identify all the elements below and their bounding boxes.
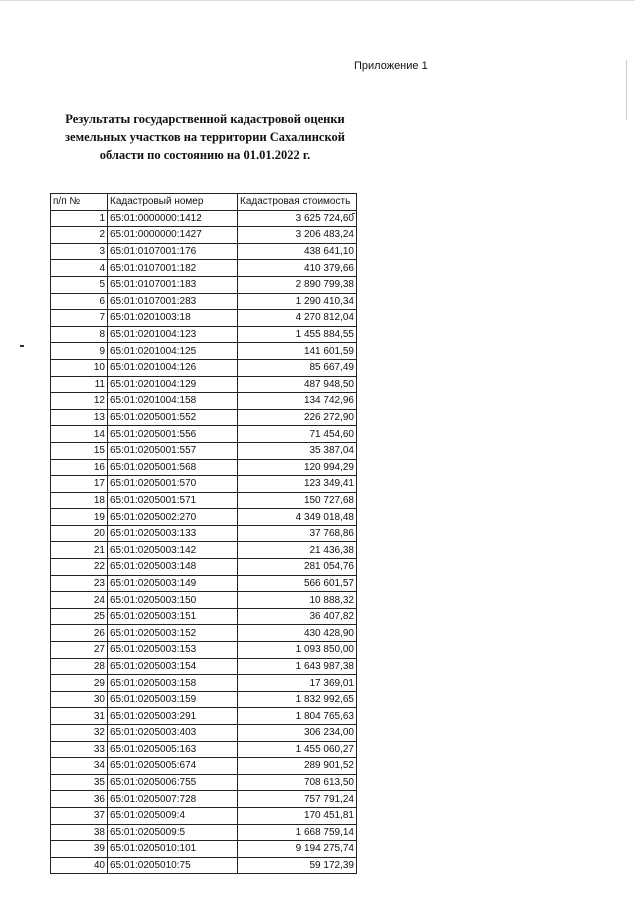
cadastral-value: 3 625 724,60 [238, 210, 357, 227]
document-title: Результаты государственной кадастровой оценки земельных участков на территории Сахалинской области по состоянию на 01.01.2022 г. [65, 112, 345, 162]
row-number: 25 [51, 608, 108, 625]
cadastral-value: 150 727,68 [238, 492, 357, 509]
table-row [51, 758, 357, 775]
row-number: 23 [51, 575, 108, 592]
table-row [51, 227, 357, 244]
table-row [51, 210, 357, 227]
cadastral-number: 65:01:0205003:291 [108, 708, 238, 725]
row-number: 26 [51, 625, 108, 642]
table-row [51, 393, 357, 410]
cadastral-number: 65:01:0201004:123 [108, 326, 238, 343]
cadastral-value: 2 890 799,38 [238, 276, 357, 293]
cadastral-value: 59 172,39 [238, 857, 357, 874]
table-row [51, 642, 357, 659]
cadastral-value: 438 641,10 [238, 243, 357, 260]
cadastral-value: 487 948,50 [238, 376, 357, 393]
cadastral-number: 65:01:0205003:158 [108, 675, 238, 692]
cadastral-number: 65:01:0201003:18 [108, 310, 238, 327]
cadastral-number: 65:01:0205003:142 [108, 542, 238, 559]
cadastral-value: 306 234,00 [238, 725, 357, 742]
cadastral-number: 65:01:0205001:557 [108, 442, 238, 459]
table-row [51, 725, 357, 742]
cadastral-number: 65:01:0205003:159 [108, 691, 238, 708]
cadastral-number: 65:01:0205001:570 [108, 476, 238, 493]
table-row [51, 442, 357, 459]
table-row [51, 376, 357, 393]
table-row [51, 476, 357, 493]
cadastral-value: 123 349,41 [238, 476, 357, 493]
cadastral-number: 65:01:0107001:283 [108, 293, 238, 310]
row-number: 28 [51, 658, 108, 675]
cadastral-number: 65:01:0205007:728 [108, 791, 238, 808]
column-header-cadastral-value: Кадастровая стоимость [238, 194, 357, 211]
column-header-number: п/п № [51, 194, 108, 211]
cadastral-value: 226 272,90 [238, 409, 357, 426]
cadastral-number: 65:01:0201004:158 [108, 393, 238, 410]
cadastral-number: 65:01:0205005:163 [108, 741, 238, 758]
row-number: 33 [51, 741, 108, 758]
cadastral-number: 65:01:0205009:5 [108, 824, 238, 841]
row-number: 38 [51, 824, 108, 841]
row-number: 15 [51, 442, 108, 459]
row-number: 8 [51, 326, 108, 343]
cadastral-value: 134 742,96 [238, 393, 357, 410]
table-row [51, 525, 357, 542]
cadastral-number: 65:01:0205006:755 [108, 774, 238, 791]
appendix-label: Приложение 1 [354, 60, 428, 72]
cadastral-number: 65:01:0205003:154 [108, 658, 238, 675]
cadastral-value: 21 436,38 [238, 542, 357, 559]
table-row [51, 276, 357, 293]
row-number: 14 [51, 426, 108, 443]
cadastral-value: 4 270 812,04 [238, 310, 357, 327]
row-number: 3 [51, 243, 108, 260]
table-row [51, 326, 357, 343]
row-number: 19 [51, 509, 108, 526]
table-row [51, 426, 357, 443]
scan-speck [20, 345, 24, 347]
table-row [51, 625, 357, 642]
row-number: 18 [51, 492, 108, 509]
cadastral-number: 65:01:0205010:101 [108, 841, 238, 858]
cadastral-value: 1 668 759,14 [238, 824, 357, 841]
cadastral-number: 65:01:0205010:75 [108, 857, 238, 874]
cadastral-value: 430 428,90 [238, 625, 357, 642]
cadastral-number: 65:01:0000000:1427 [108, 227, 238, 244]
cadastral-number: 65:01:0107001:176 [108, 243, 238, 260]
cadastral-value: 3 206 483,24 [238, 227, 357, 244]
table-row [51, 359, 357, 376]
table-row [51, 243, 357, 260]
table-row [51, 658, 357, 675]
row-number: 27 [51, 642, 108, 659]
table-row [51, 293, 357, 310]
scan-top-edge [0, 0, 635, 1]
row-number: 31 [51, 708, 108, 725]
table-row [51, 592, 357, 609]
table-row [51, 741, 357, 758]
table-row [51, 791, 357, 808]
row-number: 6 [51, 293, 108, 310]
table-row [51, 492, 357, 509]
cadastral-value: 170 451,81 [238, 807, 357, 824]
table-row [51, 807, 357, 824]
table-row [51, 409, 357, 426]
table-row [51, 260, 357, 277]
cadastral-value: 35 387,04 [238, 442, 357, 459]
row-number: 20 [51, 525, 108, 542]
table-row [51, 857, 357, 874]
cadastral-value: 1 093 850,00 [238, 642, 357, 659]
cadastral-value: 1 832 992,65 [238, 691, 357, 708]
cadastral-number: 65:01:0205001:568 [108, 459, 238, 476]
cadastral-number: 65:01:0205002:270 [108, 509, 238, 526]
table-row [51, 509, 357, 526]
cadastral-number: 65:01:0205001:571 [108, 492, 238, 509]
row-number: 29 [51, 675, 108, 692]
table-header-row [51, 194, 357, 211]
cadastral-number: 65:01:0205005:674 [108, 758, 238, 775]
row-number: 24 [51, 592, 108, 609]
table-row [51, 310, 357, 327]
cadastral-number: 65:01:0205003:150 [108, 592, 238, 609]
cadastral-value: 566 601,57 [238, 575, 357, 592]
row-number: 39 [51, 841, 108, 858]
row-number: 10 [51, 359, 108, 376]
cadastral-number: 65:01:0205003:403 [108, 725, 238, 742]
cadastral-number: 65:01:0205003:148 [108, 559, 238, 576]
table-row [51, 708, 357, 725]
cadastral-value: 9 194 275,74 [238, 841, 357, 858]
cadastral-value: 708 613,50 [238, 774, 357, 791]
table-row [51, 559, 357, 576]
cadastral-number: 65:01:0201004:129 [108, 376, 238, 393]
cadastral-value: 141 601,59 [238, 343, 357, 360]
cadastral-value: 71 454,60 [238, 426, 357, 443]
row-number: 5 [51, 276, 108, 293]
row-number: 2 [51, 227, 108, 244]
table-row [51, 542, 357, 559]
row-number: 16 [51, 459, 108, 476]
cadastral-value: 1 455 060,27 [238, 741, 357, 758]
table-body [51, 210, 357, 874]
cadastral-value: 37 768,86 [238, 525, 357, 542]
cadastral-number: 65:01:0000000:1412 [108, 210, 238, 227]
row-number: 40 [51, 857, 108, 874]
cadastral-value: 120 994,29 [238, 459, 357, 476]
row-number: 17 [51, 476, 108, 493]
row-number: 13 [51, 409, 108, 426]
table-row [51, 608, 357, 625]
row-number: 1 [51, 210, 108, 227]
row-number: 9 [51, 343, 108, 360]
table-row [51, 575, 357, 592]
row-number: 35 [51, 774, 108, 791]
cadastral-value: 1 455 884,55 [238, 326, 357, 343]
table-row [51, 343, 357, 360]
cadastral-number: 65:01:0205001:556 [108, 426, 238, 443]
row-number: 21 [51, 542, 108, 559]
cadastral-value: 1 804 765,63 [238, 708, 357, 725]
cadastral-value: 1 643 987,38 [238, 658, 357, 675]
cadastral-table [50, 193, 357, 874]
table-row [51, 774, 357, 791]
row-number: 22 [51, 559, 108, 576]
row-number: 12 [51, 393, 108, 410]
cadastral-number: 65:01:0205003:149 [108, 575, 238, 592]
table-row [51, 459, 357, 476]
row-number: 34 [51, 758, 108, 775]
table-row [51, 824, 357, 841]
cadastral-value: 17 369,01 [238, 675, 357, 692]
cadastral-number: 65:01:0205003:133 [108, 525, 238, 542]
column-header-cadastral-number: Кадастровый номер [108, 194, 238, 211]
row-number: 32 [51, 725, 108, 742]
row-number: 4 [51, 260, 108, 277]
row-number: 36 [51, 791, 108, 808]
row-number: 37 [51, 807, 108, 824]
cadastral-value: 85 667,49 [238, 359, 357, 376]
cadastral-value: 10 888,32 [238, 592, 357, 609]
cadastral-value: 757 791,24 [238, 791, 357, 808]
cadastral-number: 65:01:0201004:126 [108, 359, 238, 376]
table-row [51, 675, 357, 692]
row-number: 11 [51, 376, 108, 393]
scan-edge-mark [626, 60, 627, 120]
cadastral-number: 65:01:0205001:552 [108, 409, 238, 426]
cadastral-number: 65:01:0205003:153 [108, 642, 238, 659]
row-number: 7 [51, 310, 108, 327]
cadastral-number: 65:01:0201004:125 [108, 343, 238, 360]
cadastral-value: 410 379,66 [238, 260, 357, 277]
cadastral-value: 1 290 410,34 [238, 293, 357, 310]
cadastral-number: 65:01:0205009:4 [108, 807, 238, 824]
row-number: 30 [51, 691, 108, 708]
cadastral-number: 65:01:0205003:151 [108, 608, 238, 625]
table-row [51, 691, 357, 708]
cadastral-value: 289 901,52 [238, 758, 357, 775]
cadastral-number: 65:01:0107001:183 [108, 276, 238, 293]
cadastral-value: 4 349 018,48 [238, 509, 357, 526]
cadastral-number: 65:01:0205003:152 [108, 625, 238, 642]
cadastral-number: 65:01:0107001:182 [108, 260, 238, 277]
cadastral-value: 36 407,82 [238, 608, 357, 625]
cadastral-value: 281 054,76 [238, 559, 357, 576]
table-row [51, 841, 357, 858]
